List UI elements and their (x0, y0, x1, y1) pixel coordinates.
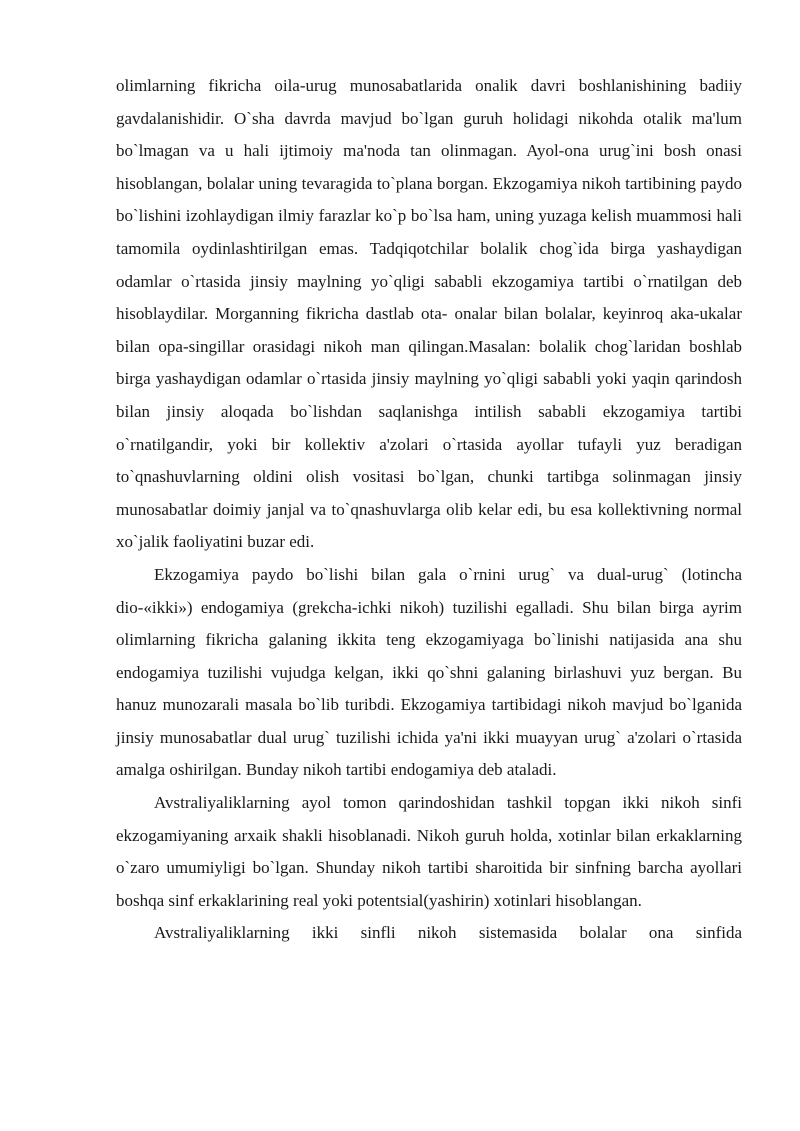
paragraph-3: Avstraliyaliklarning ayol tomon qarindoshidan tashkil topgan ikki nikoh sinfi ekzogamiyaning arxaik shakli hisoblanadi. Nikoh guruh holda, xotinlar bilan erkaklarning o`zaro umumiyligi bo`lgan. Shunday nikoh tartibi sharoitida bir sinfning barcha ayollari boshqa sinf erkaklarining real yoki potentsial(yashirin) xotinlari hisoblangan. (116, 793, 742, 910)
paragraph-2: Ekzogamiya paydo bo`lishi bilan gala o`rnini urug` va dual-urug` (lotincha dio-«ikki») endogamiya (grekcha-ichki nikoh) tuzilishi egalladi. Shu bilan birga ayrim olimlarning fikricha galaning ikkita teng ekzogamiyaga bo`linishi natijasida ana shu endogamiya tuzilishi vujudga kelgan, ikki qo`shni galaning birlashuvi yuz bergan. Bu hanuz munozarali masala bo`lib turibdi. Ekzogamiya tartibidagi nikoh mavjud bo`lganida jinsiy munosabatlar dual urug` tuzilishi ichida ya'ni ikki muayyan urug` a'zolari o`rtasida amalga oshirilgan. Bunday nikoh tartibi endogamiya deb ataladi. (116, 564, 742, 780)
paragraph-4: Avstraliyaliklarning ikki sinfli nikoh sistemasida bolalar ona sinfida (154, 923, 742, 943)
document-page (116, 70, 742, 950)
paragraph-1: olimlarning fikricha oila-urug munosabatlarida onalik davri boshlanishining badiiy gavdalanishidir. O`sha davrda mavjud bo`lgan guruh holidagi nikohda otalik ma'lum bo`lmagan va u hali ijtimoiy ma'noda tan olinmagan. Ayol-ona urug`ini bosh onasi hisoblangan, bolalar uning tevaragida to`plana borgan. Ekzogamiya nikoh tartibining paydo bo`lishini izohlaydigan ilmiy farazlar ko`p bo`lsa ham, uning yuzaga kelish muammosi hali tamomila oydinlashtirilgan emas. Tadqiqotchilar bolalik chog`ida birga yashaydigan odamlar o`rtasida jinsiy maylning yo`qligi sababli ekzogamiya tartibi o`rnatilgan deb hisoblaydilar. Morganning fikricha dastlab ota- onalar bilan bolalar, keyinroq aka-ukalar bilan opa-singillar orasidagi nikoh man qilingan.Masalan: bolalik chog`laridan boshlab birga yashaydigan odamlar o`rtasida jinsiy maylning yo`qligi sababli yoki yaqin qarindosh bilan jinsiy aloqada bo`lishdan saqlanishga intilish sababli ekzogamiya tartibi o`rnatilgandir, yoki bir kollektiv a'zolari o`rtasida ayollar tufayli yuz beradigan to`qnashuvlarning oldini olish vositasi bo`lgan, chunki tartibga solinmagan jinsiy munosabatlar doimiy janjal va to`qnashuvlarga olib kelar edi, bu esa kollektivning normal xo`jalik faoliyatini buzar edi. (116, 76, 742, 552)
